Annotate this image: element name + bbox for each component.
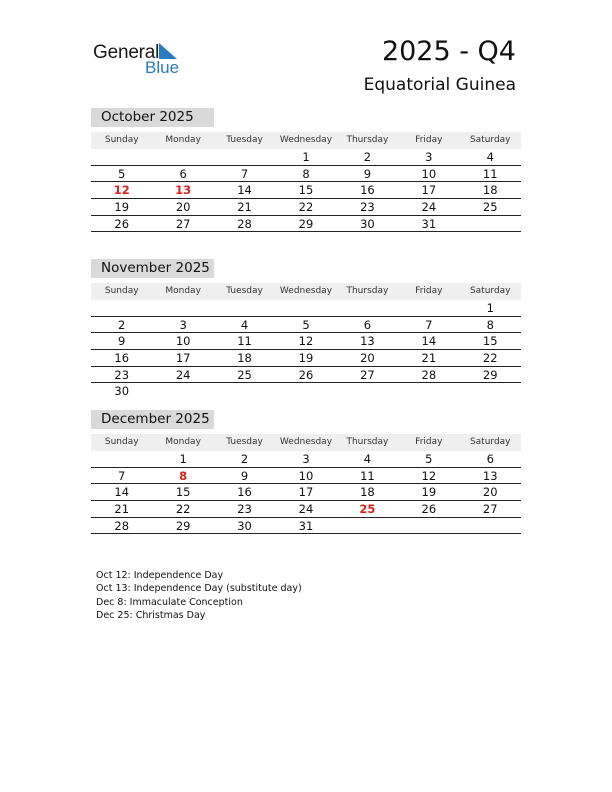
day-cell: 20	[360, 351, 375, 366]
day-cell	[460, 518, 521, 534]
weekday-label: Monday	[165, 437, 201, 447]
day-cell: 12	[421, 468, 437, 483]
day-cell: 24	[298, 502, 314, 517]
week-row	[91, 333, 521, 350]
day-cell: 5	[425, 452, 433, 466]
week-row	[91, 484, 521, 501]
day-cell: 29	[175, 518, 191, 533]
logo-blue-text: Blue	[145, 58, 180, 77]
day-cell	[152, 300, 213, 316]
day-cell: 25	[359, 502, 376, 517]
day-cell	[337, 518, 398, 534]
week-row	[91, 166, 521, 183]
day-cell: 8	[179, 468, 188, 483]
day-cell: 25	[482, 200, 498, 215]
holiday-notes	[96, 569, 302, 622]
week-row	[91, 350, 521, 367]
logo	[93, 40, 193, 80]
day-cell	[214, 383, 275, 400]
day-cell: 19	[114, 200, 130, 215]
week-row	[91, 451, 521, 468]
day-cell	[91, 451, 152, 467]
day-cell: 9	[240, 468, 249, 483]
day-cell: 10	[298, 468, 314, 483]
day-cell	[91, 300, 152, 316]
day-cell: 17	[421, 183, 437, 198]
day-cell: 20	[175, 200, 191, 215]
day-cell: 7	[118, 468, 126, 483]
day-cell	[460, 216, 521, 232]
day-cell: 12	[298, 334, 314, 349]
day-cell: 11	[360, 468, 375, 483]
day-cell: 14	[421, 334, 437, 349]
day-cell: 6	[179, 166, 187, 181]
day-cell: 6	[486, 452, 494, 466]
day-cell	[460, 383, 521, 400]
weekday-label: Friday	[415, 135, 443, 145]
week-row	[91, 300, 521, 317]
day-cell: 22	[175, 502, 191, 517]
weekday-label: Friday	[415, 437, 443, 447]
day-cell: 25	[237, 367, 252, 382]
weekday-label: Saturday	[469, 135, 511, 145]
day-cell: 14	[237, 183, 252, 198]
weekday-label: Wednesday	[279, 135, 333, 145]
day-cell: 21	[114, 502, 130, 517]
week-row	[91, 367, 521, 384]
day-cell	[275, 300, 336, 316]
weekday-label: Monday	[165, 135, 201, 145]
day-cell: 7	[425, 317, 433, 332]
day-cell: 26	[298, 367, 314, 382]
weekday-label: Tuesday	[226, 437, 263, 447]
day-cell: 13	[482, 468, 498, 483]
weekday-header-row	[91, 132, 521, 149]
day-cell: 13	[360, 334, 375, 349]
weekday-label: Tuesday	[226, 286, 263, 296]
weekday-label: Thursday	[346, 135, 389, 145]
day-cell: 27	[360, 367, 375, 382]
day-cell	[398, 383, 459, 400]
day-cell: 28	[421, 367, 437, 382]
holiday-note: Dec 8: Immaculate Conception	[96, 596, 243, 608]
day-cell: 15	[298, 183, 314, 198]
day-cell: 17	[298, 485, 314, 500]
day-cell: 23	[114, 367, 130, 382]
day-cell: 20	[482, 485, 498, 500]
weekday-label: Wednesday	[279, 286, 333, 296]
day-cell: 31	[421, 216, 437, 231]
week-row	[91, 383, 521, 400]
weekday-label: Sunday	[104, 437, 139, 447]
day-cell: 29	[482, 367, 498, 382]
day-cell: 5	[118, 166, 126, 181]
day-cell: 7	[240, 166, 249, 181]
day-cell: 5	[302, 317, 310, 332]
day-cell: 10	[421, 166, 437, 181]
day-cell: 31	[298, 518, 314, 533]
day-cell: 12	[113, 183, 130, 198]
day-cell: 16	[237, 485, 252, 500]
day-cell	[214, 300, 275, 316]
day-cell	[152, 383, 213, 400]
day-cell: 1	[302, 150, 310, 164]
weekday-label: Sunday	[104, 286, 139, 296]
day-cell: 16	[360, 183, 375, 198]
day-cell: 2	[118, 317, 126, 332]
logo-general-text: General	[93, 42, 160, 63]
day-cell: 24	[175, 367, 191, 382]
month-december	[91, 410, 521, 534]
day-cell: 19	[421, 485, 437, 500]
day-cell	[275, 383, 336, 400]
day-cell	[398, 518, 459, 534]
day-cell: 2	[240, 452, 249, 466]
day-cell: 16	[114, 351, 130, 366]
day-cell: 8	[302, 166, 310, 181]
month-label: December 2025	[91, 410, 214, 429]
day-cell: 3	[302, 452, 310, 466]
day-cell: 27	[482, 502, 498, 517]
day-cell: 30	[360, 216, 375, 231]
day-cell: 21	[421, 351, 437, 366]
month-october	[91, 108, 521, 232]
day-cell: 8	[486, 317, 494, 332]
weekday-label: Wednesday	[279, 437, 333, 447]
day-cell: 4	[363, 452, 372, 466]
weekday-label: Thursday	[346, 437, 389, 447]
day-cell: 1	[179, 452, 187, 466]
holiday-note: Oct 13: Independence Day (substitute day)	[96, 583, 302, 595]
holiday-note: Oct 12: Independence Day	[96, 570, 224, 581]
day-cell: 4	[486, 150, 494, 164]
day-cell	[214, 149, 275, 165]
day-cell: 23	[360, 200, 375, 215]
weekday-header-row	[91, 283, 521, 300]
day-cell: 14	[114, 485, 130, 500]
week-row	[91, 216, 521, 233]
weekday-label: Friday	[415, 286, 443, 296]
weekday-label: Tuesday	[226, 135, 263, 145]
page-title: 2025 - Q4	[381, 36, 516, 67]
week-row	[91, 468, 521, 485]
day-cell: 22	[298, 200, 314, 215]
day-cell: 13	[175, 183, 192, 198]
day-cell: 22	[482, 351, 498, 366]
weekday-label: Sunday	[104, 135, 139, 145]
day-cell: 23	[237, 502, 252, 517]
holiday-note: Dec 25: Christmas Day	[96, 609, 206, 621]
day-cell: 11	[237, 334, 252, 349]
day-cell: 29	[298, 216, 314, 231]
day-cell: 27	[175, 216, 191, 231]
day-cell: 6	[363, 317, 372, 332]
day-cell: 4	[240, 317, 249, 332]
day-cell: 15	[175, 485, 191, 500]
day-cell: 30	[237, 518, 252, 533]
month-label: November 2025	[91, 259, 214, 278]
day-cell: 28	[114, 518, 130, 533]
day-cell: 18	[237, 351, 252, 366]
day-cell	[337, 300, 398, 316]
day-cell: 21	[237, 200, 252, 215]
day-cell: 26	[114, 216, 130, 231]
day-cell: 18	[360, 485, 375, 500]
weekday-label: Saturday	[469, 286, 511, 296]
day-cell: 9	[363, 166, 372, 181]
day-cell	[398, 300, 459, 316]
country-name: Equatorial Guinea	[363, 75, 516, 95]
week-row	[91, 182, 521, 199]
weekday-label: Monday	[165, 286, 201, 296]
day-cell	[91, 149, 152, 165]
day-cell: 15	[482, 334, 498, 349]
week-row	[91, 199, 521, 216]
month-november	[91, 259, 521, 400]
weekday-label: Saturday	[469, 437, 511, 447]
weekday-label: Thursday	[346, 286, 389, 296]
weekday-header-row	[91, 434, 521, 451]
week-row	[91, 317, 521, 334]
day-cell: 30	[114, 384, 130, 399]
day-cell: 18	[482, 183, 498, 198]
day-cell: 9	[118, 334, 126, 349]
day-cell	[337, 383, 398, 400]
week-row	[91, 149, 521, 166]
day-cell: 26	[421, 502, 437, 517]
week-row	[91, 518, 521, 535]
month-label: October 2025	[91, 108, 214, 127]
day-cell: 28	[237, 216, 252, 231]
day-cell: 3	[425, 150, 433, 164]
day-cell: 10	[175, 334, 191, 349]
day-cell: 24	[421, 200, 437, 215]
day-cell: 17	[175, 351, 191, 366]
week-row	[91, 501, 521, 518]
day-cell	[152, 149, 213, 165]
day-cell: 3	[179, 317, 187, 332]
day-cell: 1	[486, 301, 494, 315]
day-cell: 2	[363, 150, 372, 164]
day-cell: 19	[298, 351, 314, 366]
day-cell: 11	[482, 166, 498, 181]
